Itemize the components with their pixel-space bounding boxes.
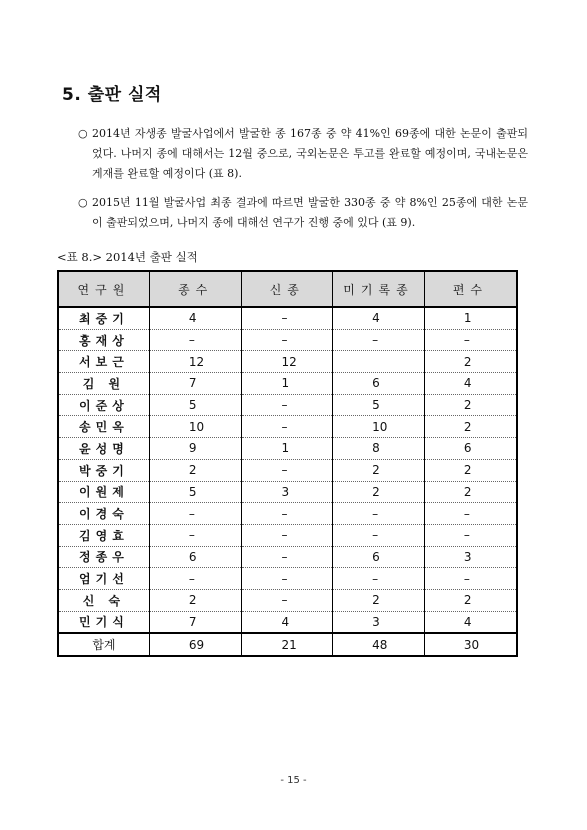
table-row [58,459,517,481]
header-new-species: 신종 [242,271,333,307]
new-species: – [242,307,333,329]
species-count: – [149,329,242,351]
table-row [58,546,517,568]
table-row [58,307,517,329]
table-row [58,524,517,546]
new-species: – [242,568,333,590]
paper-count: 4 [424,611,517,633]
table-row [58,503,517,525]
total-species-count: 69 [149,633,242,656]
paper-count: 2 [424,459,517,481]
total-paper-count: 30 [424,633,517,656]
header-species-count: 종수 [149,271,242,307]
unrecorded-species: 4 [333,307,425,329]
researcher-name: 김영효 [58,524,149,546]
new-species: – [242,329,333,351]
paragraph-text: 2015년 11월 발굴사업 최종 결과에 따르면 발굴한 330종 중 약 8%인 25종에 대한 논문이 출판되었으며, 나머지 종에 대해선 연구가 진행 중에 있다 (표 9). [92,196,528,229]
new-species: – [242,546,333,568]
researcher-name: 민기식 [58,611,149,633]
unrecorded-species: 2 [333,481,425,503]
species-count: – [149,503,242,525]
paper-count: – [424,524,517,546]
researcher-name: 윤성명 [58,438,149,460]
species-count: 2 [149,459,242,481]
table-row [58,416,517,438]
table-row [58,373,517,395]
header-unrecorded-species: 미기록종 [333,271,425,307]
researcher-name: 정종우 [58,546,149,568]
paper-count: 2 [424,481,517,503]
unrecorded-species: 6 [333,373,425,395]
species-count: 5 [149,394,242,416]
table-header-row [58,271,517,307]
new-species: 12 [242,351,333,373]
page-number: - 15 - [280,775,307,786]
researcher-name: 이경숙 [58,503,149,525]
paper-count: 4 [424,373,517,395]
unrecorded-species: – [333,568,425,590]
total-label: 합계 [58,633,149,656]
paper-count: 2 [424,416,517,438]
new-species: 1 [242,438,333,460]
paragraph-2014 [78,124,528,184]
paper-count: – [424,503,517,525]
researcher-name: 이원제 [58,481,149,503]
table-row [58,611,517,633]
table-row [58,329,517,351]
species-count: 7 [149,373,242,395]
table-row [58,568,517,590]
researcher-name: 홍재상 [58,329,149,351]
new-species: 1 [242,373,333,395]
species-count: 7 [149,611,242,633]
new-species: 3 [242,481,333,503]
section-title: 5. 출판 실적 [62,85,162,105]
unrecorded-species: 2 [333,459,425,481]
header-researcher: 연구원 [58,271,149,307]
paper-count: – [424,568,517,590]
table-row [58,394,517,416]
species-count: 6 [149,546,242,568]
species-count: 12 [149,351,242,373]
researcher-name: 신 숙 [58,589,149,611]
new-species: – [242,524,333,546]
species-count: 9 [149,438,242,460]
paragraph-text: 2014년 자생종 발굴사업에서 발굴한 종 167종 중 약 41%인 69종에 대한 논문이 출판되었다. 나머지 종에 대해서는 12월 중으로, 국외논문은 투고를 완료할 예정이며, 국내논문은 게재를 완료할 예정이다 (표 8). [92,127,528,180]
new-species: 4 [242,611,333,633]
unrecorded-species: 8 [333,438,425,460]
new-species: – [242,459,333,481]
researcher-name: 서보근 [58,351,149,373]
table-caption: <표 8.> 2014년 출판 실적 [57,250,198,264]
species-count: 2 [149,589,242,611]
paper-count: 6 [424,438,517,460]
paper-count: 2 [424,589,517,611]
total-unrecorded-species: 48 [333,633,425,656]
researcher-name: 이준상 [58,394,149,416]
table-row [58,589,517,611]
researcher-name: 김 원 [58,373,149,395]
paper-count: 3 [424,546,517,568]
new-species: – [242,589,333,611]
publication-table [57,270,518,657]
unrecorded-species: 3 [333,611,425,633]
researcher-name: 박중기 [58,459,149,481]
paper-count: 1 [424,307,517,329]
unrecorded-species: – [333,503,425,525]
researcher-name: 최중기 [58,307,149,329]
table-row [58,351,517,373]
paper-count: – [424,329,517,351]
unrecorded-species [333,351,425,373]
table-body [58,307,517,656]
paragraph-2015 [78,193,528,233]
table-total-row [58,633,517,656]
species-count: – [149,568,242,590]
species-count: 4 [149,307,242,329]
researcher-name: 엄기선 [58,568,149,590]
unrecorded-species: 6 [333,546,425,568]
table-row [58,438,517,460]
paper-count: 2 [424,394,517,416]
table-row [58,481,517,503]
species-count: 5 [149,481,242,503]
unrecorded-species: – [333,524,425,546]
researcher-name: 송민옥 [58,416,149,438]
new-species: – [242,503,333,525]
unrecorded-species: 10 [333,416,425,438]
total-new-species: 21 [242,633,333,656]
new-species: – [242,416,333,438]
unrecorded-species: 2 [333,589,425,611]
new-species: – [242,394,333,416]
species-count: 10 [149,416,242,438]
bullet-icon: ○ [78,127,88,140]
species-count: – [149,524,242,546]
header-paper-count: 편수 [424,271,517,307]
unrecorded-species: 5 [333,394,425,416]
unrecorded-species: – [333,329,425,351]
paper-count: 2 [424,351,517,373]
bullet-icon: ○ [78,196,88,209]
